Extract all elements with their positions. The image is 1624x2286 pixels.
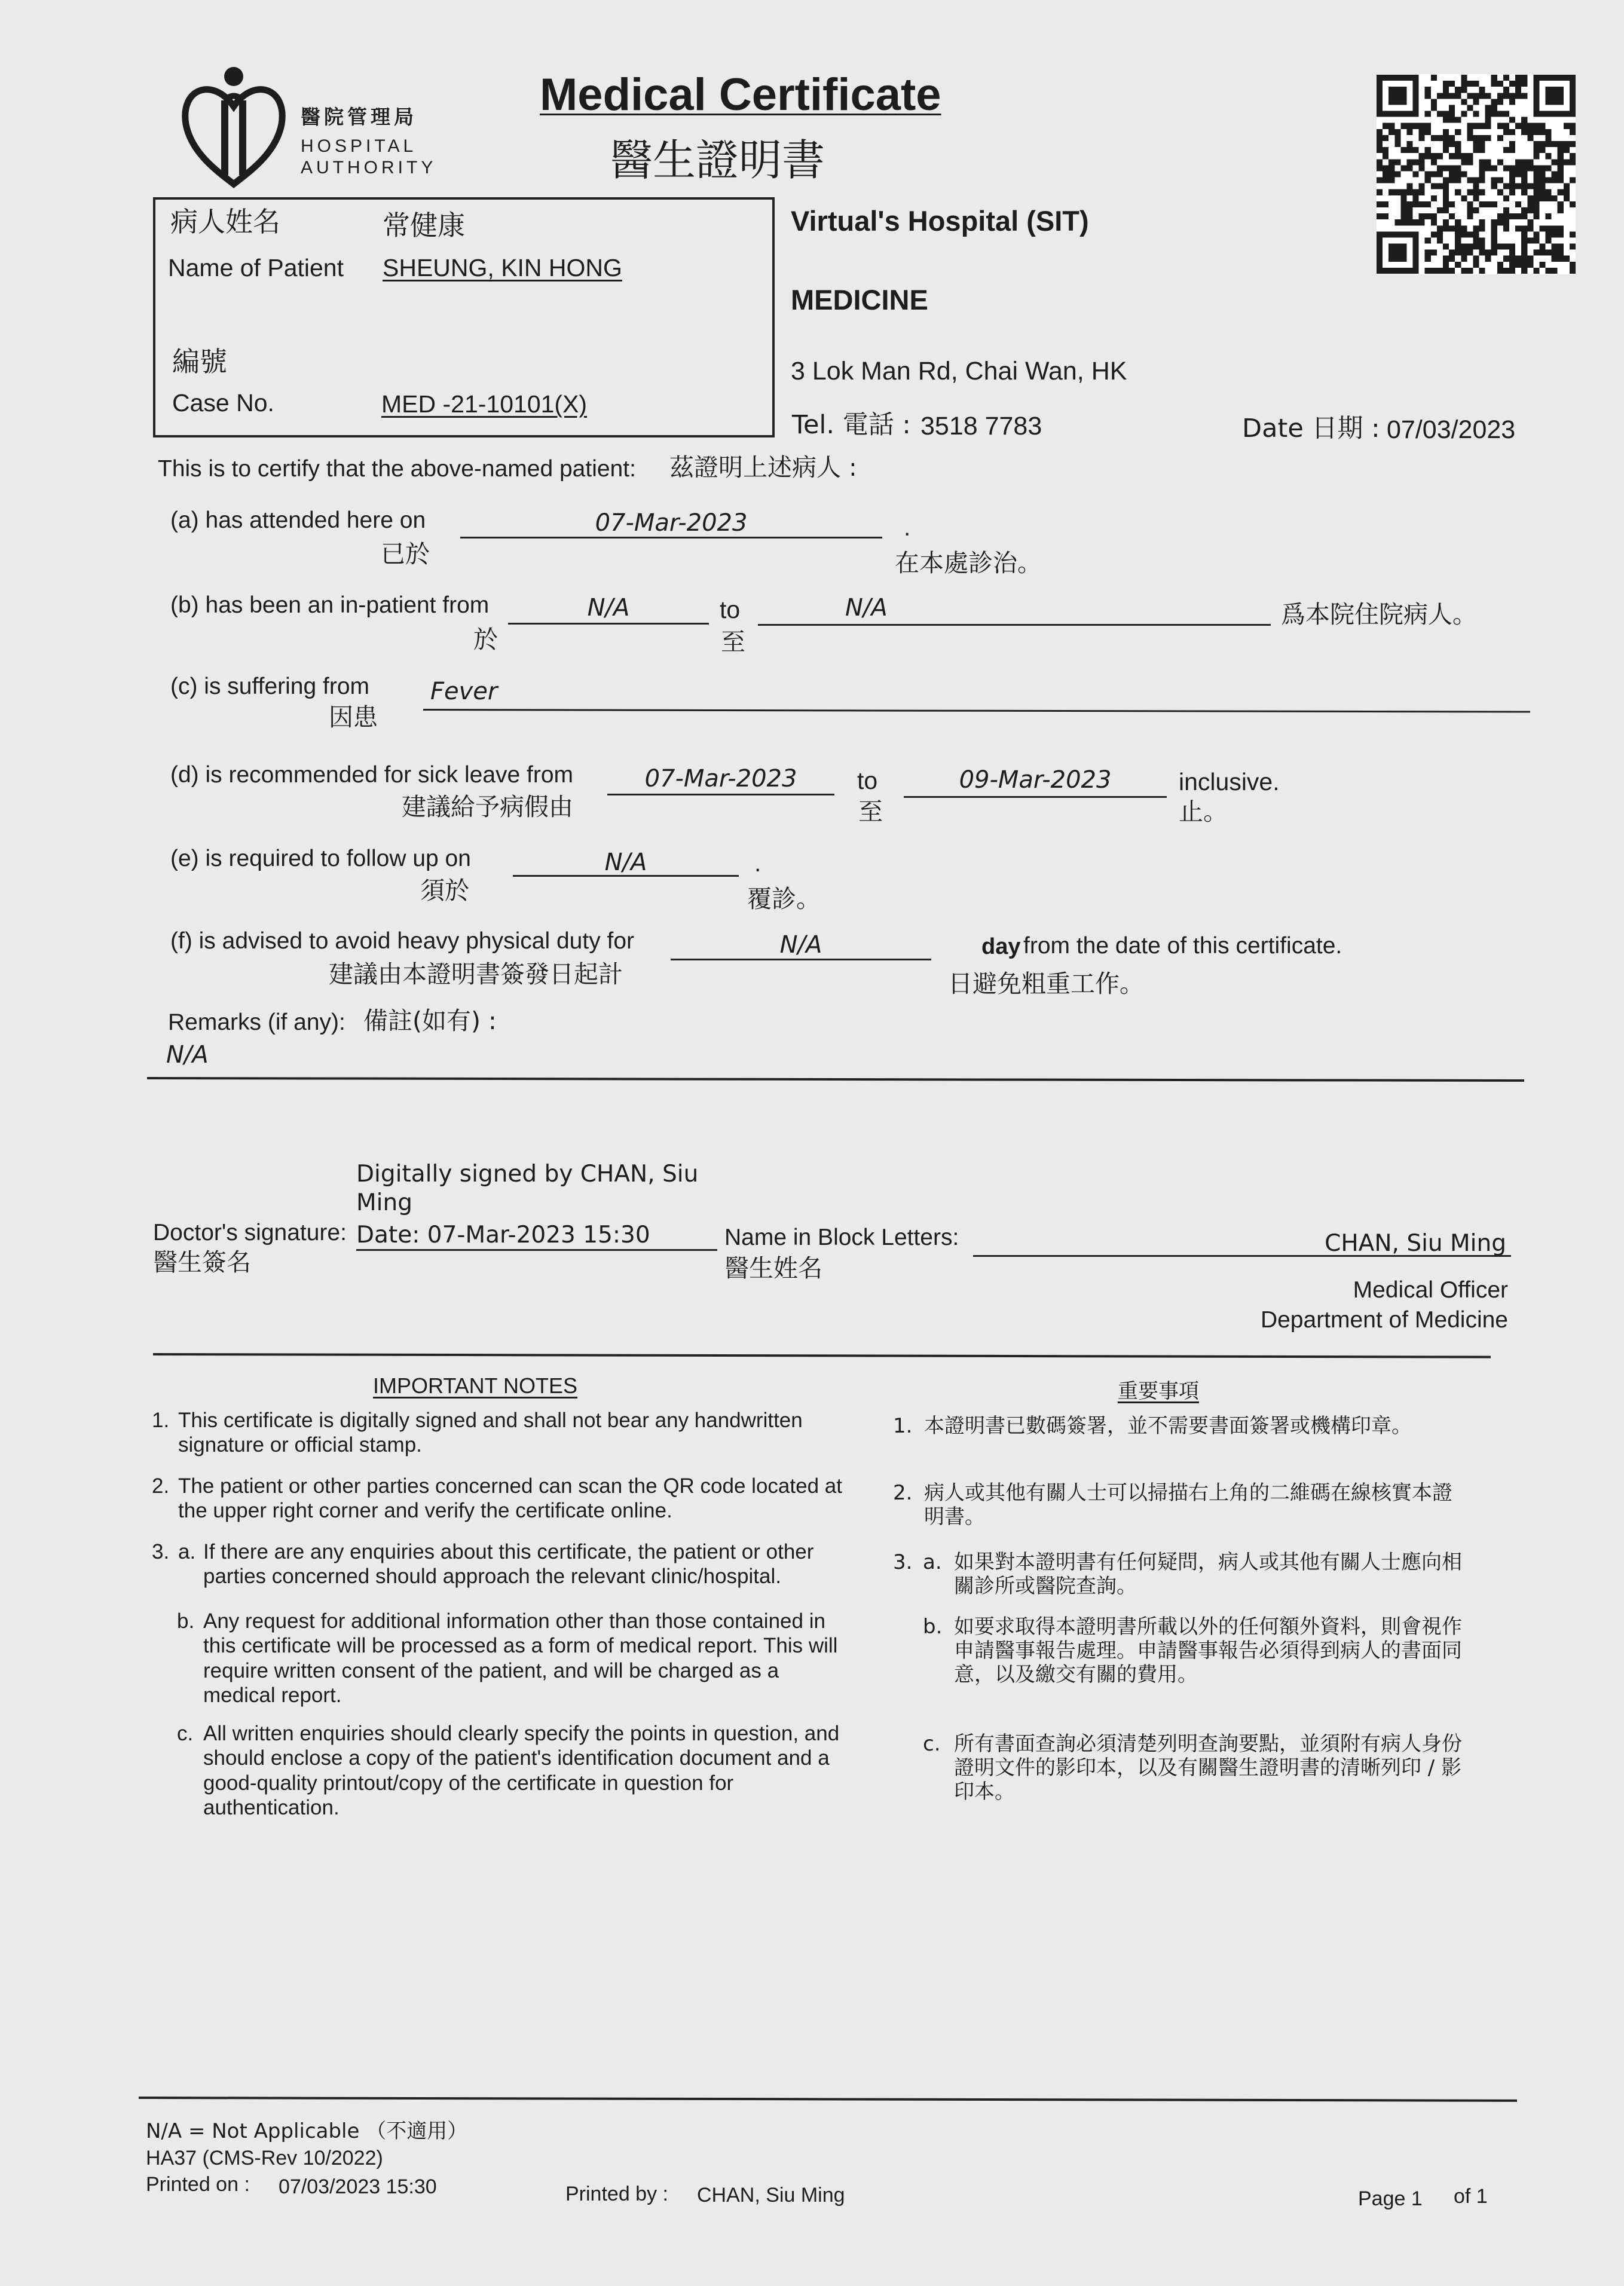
item-c-label-zh: 因患 [329,703,378,732]
title-en: Medical Certificate [540,69,941,120]
hospital-address: 3 Lok Man Rd, Chai Wan, HK [791,357,1127,385]
doctor-department: Department of Medicine [1260,1307,1508,1333]
item-b-to-en: to [720,596,741,623]
block-letters-label-en: Name in Block Letters: [724,1225,959,1250]
note-zh-3c: 所有書面查詢必須清楚列明查詢要點，並須附有病人身份證明文件的影印本，以及有關醫生證明書的清晰列印 / 影印本。 [954,1732,1462,1804]
item-f-label-zh: 建議由本證明書簽發日起計 [329,960,623,989]
item-d-from-underline [607,794,834,795]
digital-signature-line-2: Ming [356,1189,412,1216]
note-en-num-1: 1. [152,1409,170,1432]
note-zh-1: 本證明書已數碼簽署，並不需要書面簽署或機構印章。 [924,1414,1412,1438]
item-a-dot: . [904,513,911,541]
item-a-underline [460,537,882,538]
item-b-from-value: N/A [587,594,630,622]
digital-signature-line-1: Digitally signed by CHAN, Siu [356,1161,699,1188]
note-en-sub-b: b. [177,1609,195,1633]
note-en-3b: Any request for additional information other than those contained in this certificate will be processed as a form of medical report. This will require written consent of the patient, and will be charged as a medical report. [203,1609,838,1707]
item-a-value: 07-Mar-2023 [595,509,748,537]
item-d-to-underline [904,796,1167,798]
block-letters-underline [973,1255,1511,1257]
note-en-sub-a: a. [178,1540,196,1563]
item-a-label-zh-2: 在本處診治。 [895,549,1042,577]
tel-label: Tel. 電話 : [792,410,911,440]
remarks-value: N/A [166,1041,209,1069]
item-c-underline [423,709,1530,713]
patient-name-label-zh: 病人姓名 [170,206,280,238]
block-letters-name: CHAN, Siu Ming [1325,1230,1506,1257]
footer-page-label: Page 1 [1358,2187,1423,2210]
footer-divider [139,2097,1517,2102]
note-en-1: This certificate is digitally signed and shall not bear any handwritten signature or official stamp. [178,1409,803,1457]
item-d-to-value: 09-Mar-2023 [959,766,1112,794]
item-e-label-en: (e) is required to follow up on [170,846,471,871]
patient-name-zh: 常健康 [383,209,465,241]
patient-name-label-en: Name of Patient [168,254,344,281]
item-b-to-underline [758,624,1271,626]
item-f-day: day [981,934,1021,959]
footer-of-label: of 1 [1454,2185,1488,2208]
footer-na-note: N/A = Not Applicable （不適用） [146,2119,468,2143]
footer-printed-on-value: 07/03/2023 15:30 [279,2175,437,2198]
date-label: Date 日期 : [1242,414,1380,443]
date-value: 07/03/2023 [1387,415,1516,444]
footer-printed-by-label: Printed by : [565,2183,668,2205]
item-f-underline [671,959,931,960]
item-e-label-zh: 須於 [420,876,469,905]
item-a-label-en: (a) has attended here on [170,507,426,533]
case-no-label-zh: 編號 [172,345,227,378]
note-zh-3b: 如要求取得本證明書所載以外的任何額外資料，則會視作申請醫事報告處理。申請醫事報告必須得到病人的書面同意，以及繳交有關的費用。 [954,1615,1462,1687]
item-e-value: N/A [604,849,647,876]
item-b-label-zh: 於 [473,625,498,654]
note-zh-2: 病人或其他有關人士可以掃描右上角的二維碼在線核實本證明書。 [924,1481,1452,1529]
verification-qr-code[interactable] [1377,74,1576,274]
item-d-label-en: (d) is recommended for sick leave from [170,762,574,788]
block-letters-label-zh: 醫生姓名 [724,1254,822,1283]
case-no-label-en: Case No. [172,389,274,417]
logo-en-text-1: HOSPITAL [301,136,417,156]
patient-name-en: SHEUNG, KIN HONG [383,254,622,281]
footer-printed-by-value: CHAN, Siu Ming [697,2184,845,2207]
item-c-label-en: (c) is suffering from [170,674,370,699]
item-b-label-zh-2: 爲本院住院病人。 [1281,600,1477,629]
remarks-label-zh: 備註(如有) : [363,1006,497,1035]
item-f-label-en: (f) is advised to avoid heavy physical duty for [170,928,635,954]
item-f-value: N/A [779,931,822,959]
note-en-sub-c: c. [177,1722,194,1745]
item-e-dot: . [754,849,761,877]
title-zh: 醫生證明書 [610,135,825,185]
doctor-signature-label-en: Doctor's signature: [153,1220,347,1245]
important-notes-heading-zh: 重要事項 [1118,1379,1199,1403]
item-f-after-en: from the date of this certificate. [1023,933,1342,959]
note-zh-num-1: 1. [893,1414,913,1438]
note-zh-sub-b: b. [923,1615,943,1639]
notes-divider [153,1353,1491,1358]
signature-underline [356,1249,717,1251]
footer-printed-on-label: Printed on : [146,2173,250,2196]
logo-zh-text: 醫院管理局 [301,105,417,128]
item-b-to-value: N/A [845,594,888,622]
item-e-underline [513,875,739,877]
hospital-name: Virtual's Hospital (SIT) [791,205,1089,237]
note-zh-sub-a: a. [923,1550,942,1574]
case-no-value: MED -21-10101(X) [381,390,588,418]
item-d-label-zh: 建議給予病假由 [402,792,573,821]
department-name: MEDICINE [791,284,928,316]
note-zh-3a: 如果對本證明書有任何疑問，病人或其他有關人士應向相關診所或醫院查詢。 [954,1550,1462,1599]
note-zh-sub-c: c. [923,1732,941,1756]
qr-modules [1377,75,1576,274]
footer-form-code: HA37 (CMS-Rev 10/2022) [146,2147,383,2169]
item-b-from-underline [508,623,709,625]
item-c-value: Fever [430,678,498,705]
item-d-to-en: to [857,767,878,794]
important-notes-heading-en: IMPORTANT NOTES [373,1373,578,1398]
remarks-label-en: Remarks (if any): [168,1009,345,1035]
item-b-label-en: (b) has been an in-patient from [170,592,490,618]
note-en-num-3: 3. [152,1540,170,1563]
note-en-2: The patient or other parties concerned can scan the QR code located at the upper right corner and verify the certificate online. [178,1474,842,1523]
hospital-authority-logo [177,65,290,190]
doctor-title: Medical Officer [1353,1277,1508,1303]
note-zh-num-3: 3. [893,1550,913,1574]
item-d-inclusive-en: inclusive. [1179,768,1280,795]
certify-intro-zh: 茲證明上述病人 : [669,453,857,482]
item-e-label-zh-2: 覆診。 [747,885,821,913]
logo-en-text-2: AUTHORITY [301,158,437,178]
note-en-3a: If there are any enquiries about this certificate, the patient or other parties concerned should approach the relevant clinic/hospital. [203,1540,814,1589]
tel-value: 3518 7783 [920,412,1042,440]
certify-intro-en: This is to certify that the above-named patient: [158,456,636,482]
item-b-to-zh: 至 [721,628,745,656]
item-a-label-zh: 已於 [381,540,430,568]
item-d-to-zh: 至 [858,797,883,826]
item-d-inclusive-zh: 止。 [1179,797,1228,826]
note-zh-num-2: 2. [893,1481,913,1505]
digital-signature-date: Date: 07-Mar-2023 15:30 [356,1222,650,1248]
item-d-from-value: 07-Mar-2023 [644,765,797,792]
doctor-signature-label-zh: 醫生簽名 [153,1248,251,1277]
item-f-after-zh: 日避免粗重工作。 [948,969,1144,998]
note-en-3c: All written enquiries should clearly specify the points in question, and should enclose a copy of the patient's identification document and a good-quality printout/copy of the certificate in question for authentication. [203,1722,840,1819]
remarks-underline [147,1077,1524,1082]
note-en-num-2: 2. [152,1474,170,1498]
